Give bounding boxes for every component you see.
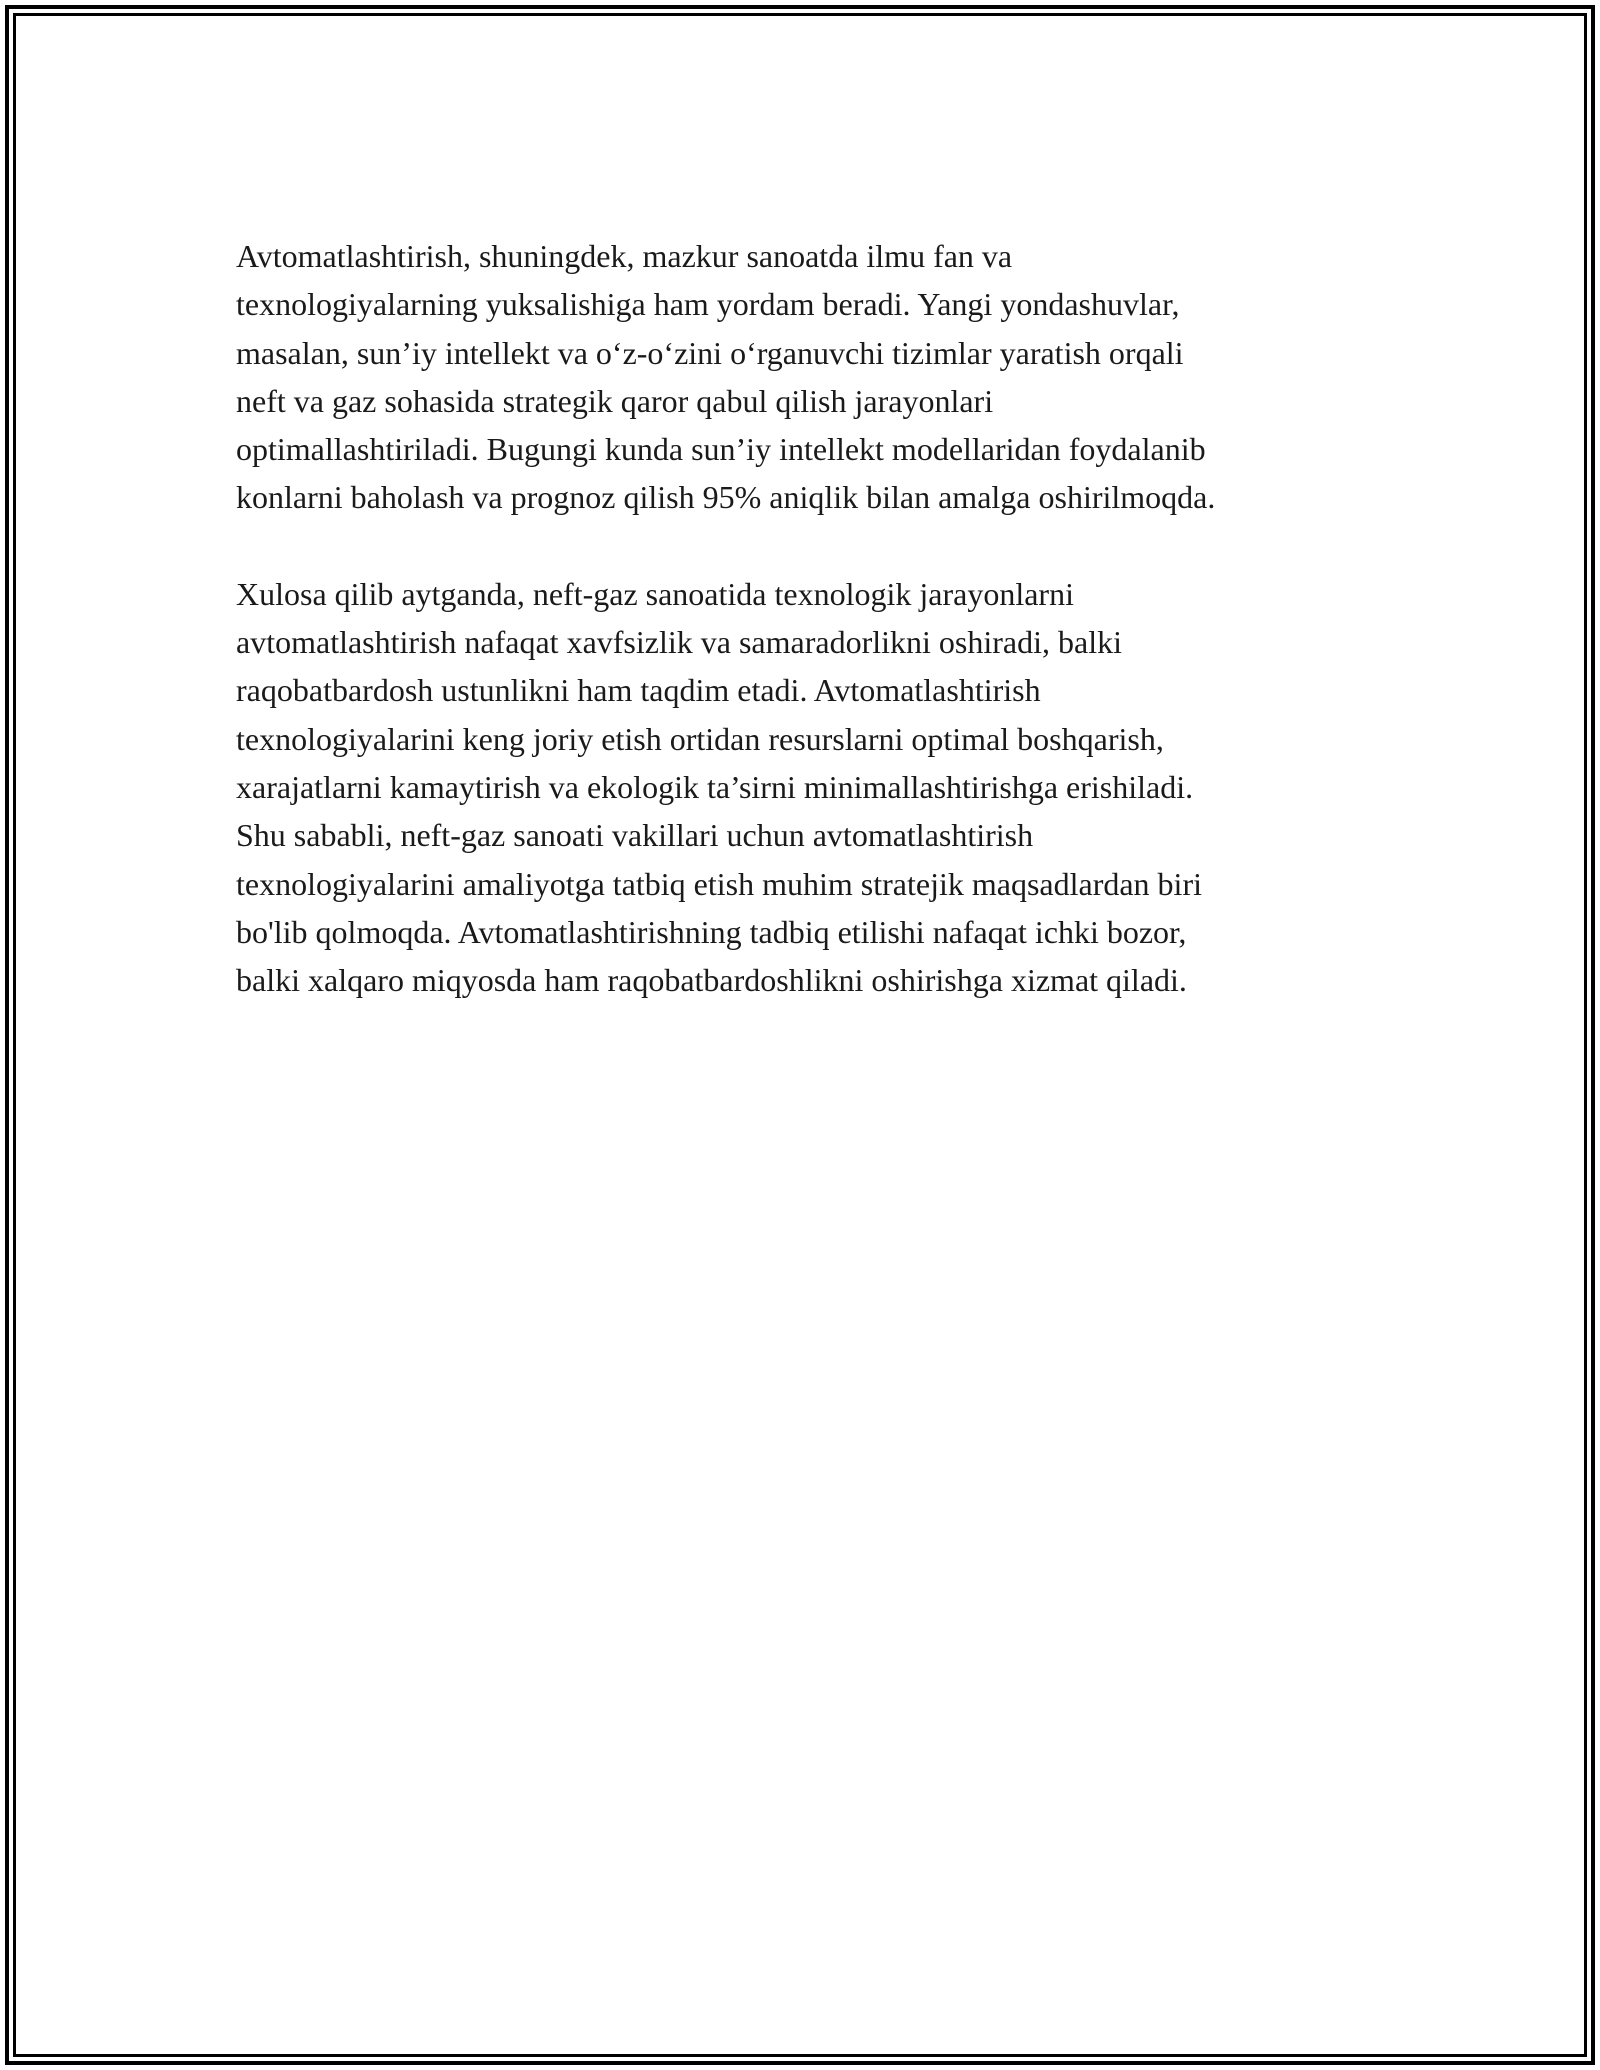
text-line: avtomatlashtirish nafaqat xavfsizlik va samaradorlikni oshiradi, balki bbox=[236, 624, 1122, 661]
text-line: Avtomatlashtirish, shuningdek, mazkur sanoatda ilmu fan va bbox=[236, 238, 1013, 274]
text-line: xarajatlarni kamaytirish va ekologik ta’sirni minimallashtirishga erishiladi. bbox=[236, 768, 1194, 805]
text-line: raqobatbardosh ustunlikni ham taqdim etadi. Avtomatlashtirish bbox=[236, 672, 1041, 709]
text-line: optimallashtiriladi. Bugungi kunda sun’iy intellekt modellaridan foydalanib bbox=[236, 431, 1206, 468]
paragraph-automation-science bbox=[236, 232, 1376, 522]
paragraph-conclusion bbox=[236, 570, 1376, 1005]
text-line: Xulosa qilib aytganda, neft-gaz sanoatida texnologik jarayonlarni bbox=[236, 575, 1074, 612]
text-line: texnologiyalarning yuksalishiga ham yordam beradi. Yangi yondashuvlar, bbox=[236, 286, 1180, 323]
text-line: texnologiyalarini amaliyotga tatbiq etish muhim stratejik maqsadlardan biri bbox=[236, 865, 1202, 902]
text-line: texnologiyalarini keng joriy etish ortidan resurslarni optimal boshqarish, bbox=[236, 720, 1164, 757]
text-line: neft va gaz sohasida strategik qaror qabul qilish jarayonlari bbox=[236, 382, 994, 419]
document-body bbox=[236, 232, 1376, 1004]
text-line: balki xalqaro miqyosda ham raqobatbardoshlikni oshirishga xizmat qiladi. bbox=[236, 962, 1187, 999]
text-line: bo'lib qolmoqda. Avtomatlashtirishning tadbiq etilishi nafaqat ichki bozor, bbox=[236, 913, 1187, 950]
text-line: Shu sababli, neft-gaz sanoati vakillari uchun avtomatlashtirish bbox=[236, 817, 1034, 854]
text-line: konlarni baholash va prognoz qilish 95% aniqlik bilan amalga oshirilmoqda. bbox=[236, 479, 1216, 516]
text-line: masalan, sun’iy intellekt va o‘z-o‘zini o‘rganuvchi tizimlar yaratish orqali bbox=[236, 334, 1184, 371]
